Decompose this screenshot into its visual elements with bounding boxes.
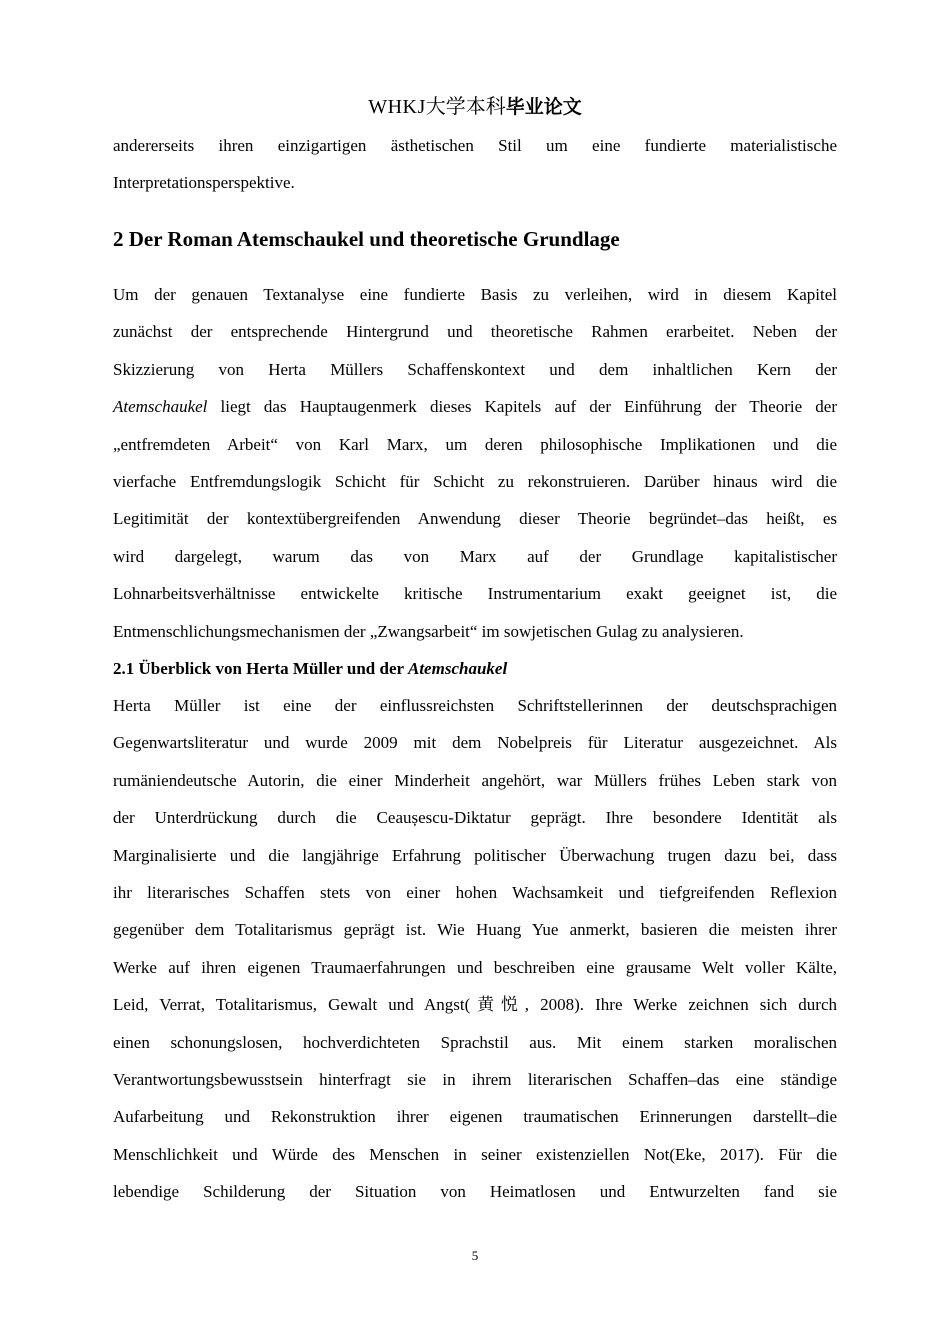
page-number: 5 [471,1248,479,1263]
section-heading: 2 Der Roman Atemschaukel und theoretische Grundlage [113,227,620,251]
text-line: der Unterdrückung durch die Ceaușescu-Diktatur geprägt. Ihre besondere Identität als [113,808,837,828]
text-line: „entfremdeten Arbeit“ von Karl Marx, um deren philosophische Implikationen und die [113,434,837,454]
text-line: rumäniendeutsche Autorin, die einer Minderheit angehört, war Müllers frühes Leben stark von [113,770,837,790]
text-line: Legitimität der kontextübergreifenden Anwendung dieser Theorie begründet–das heißt, es [113,509,837,529]
text-line: zunächst der entsprechende Hintergrund und theoretische Rahmen erarbeitet. Neben der [113,322,837,342]
text-fragment: liegt das Hauptaugenmerk dieses Kapitels auf der Einführung der Theorie der [207,397,837,417]
text-line: Verantwortungsbewusstsein hinterfragt sie in ihrem literarischen Schaffen–das eine ständige [113,1069,837,1089]
text-line: Werke auf ihren eigenen Traumaerfahrungen und beschreiben eine grausame Welt voller Kälte, [113,957,837,977]
header-university: 大学本科 [425,94,506,118]
text-line: gegenüber dem Totalitarismus geprägt ist. Wie Huang Yue anmerkt, basieren die meisten ihrer [113,920,837,940]
paragraph-herta-mueller [113,693,837,1216]
text-line: Leid, Verrat, Totalitarismus, Gewalt und Angst(黄悦, 2008). Ihre Werke zeichnen sich durch [113,995,837,1015]
text-line: einen schonungslosen, hochverdichteten Sprachstil aus. Mit einem starken moralischen [113,1032,837,1052]
paragraph-chapter-overview [113,282,837,656]
text-line: Lohnarbeitsverhältnisse entwickelte kritische Instrumentarium exakt geeignet ist, die [113,584,837,604]
text-line: Skizzierung von Herta Müllers Schaffenskontext und dem inhaltlichen Kern der [113,359,837,379]
text-line: Marginalisierte und die langjährige Erfahrung politischer Überwachung trugen dazu bei, dass [113,845,837,865]
text-line [113,394,837,431]
text-line: Interpretationsperspektive. [113,173,295,193]
text-line: lebendige Schilderung der Situation von Heimatlosen und Entwurzelten fand sie [113,1182,837,1202]
subsection-heading [113,656,837,682]
text-line: Aufarbeitung und Rekonstruktion ihrer eigenen traumatischen Erinnerungen darstellt–die [113,1107,837,1127]
text-line: wird dargelegt, warum das von Marx auf der Grundlage kapitalistischer [113,546,837,566]
header-thesis-label: 毕业论文 [505,96,582,118]
text-line: Gegenwartsliteratur und wurde 2009 mit dem Nobelpreis für Literatur ausgezeichnet. Als [113,733,837,753]
subsection-heading-text: 2.1 Überblick von Herta Müller und der [113,659,408,678]
text-line: Entmenschlichungsmechanismen der „Zwangsarbeit“ im sowjetischen Gulag zu analysieren. [113,621,744,641]
text-line: ihr literarisches Schaffen stets von einer hohen Wachsamkeit und tiefgreifenden Reflexion [113,882,837,902]
paragraph-intro-continuation [113,133,837,208]
text-line: Um der genauen Textanalyse eine fundierte Basis zu verleihen, wird in diesem Kapitel [113,285,837,304]
text-line: Menschlichkeit und Würde des Menschen in seiner existenziellen Not(Eke, 2017). Für die [113,1144,837,1164]
header-prefix: WHKJ [368,96,426,118]
text-line: andererseits ihren einzigartigen ästhetischen Stil um eine fundierte materialistische [113,136,837,155]
text-line: vierfache Entfremdungslogik Schicht für Schicht zu rekonstruieren. Darüber hinaus wird die [113,471,837,491]
italic-title: Atemschaukel [113,397,208,417]
text-line: Herta Müller ist eine der einflussreichsten Schriftstellerinnen der deutschsprachigen [113,696,837,715]
subsection-heading-italic: Atemschaukel [408,659,508,678]
page-header [0,93,950,120]
